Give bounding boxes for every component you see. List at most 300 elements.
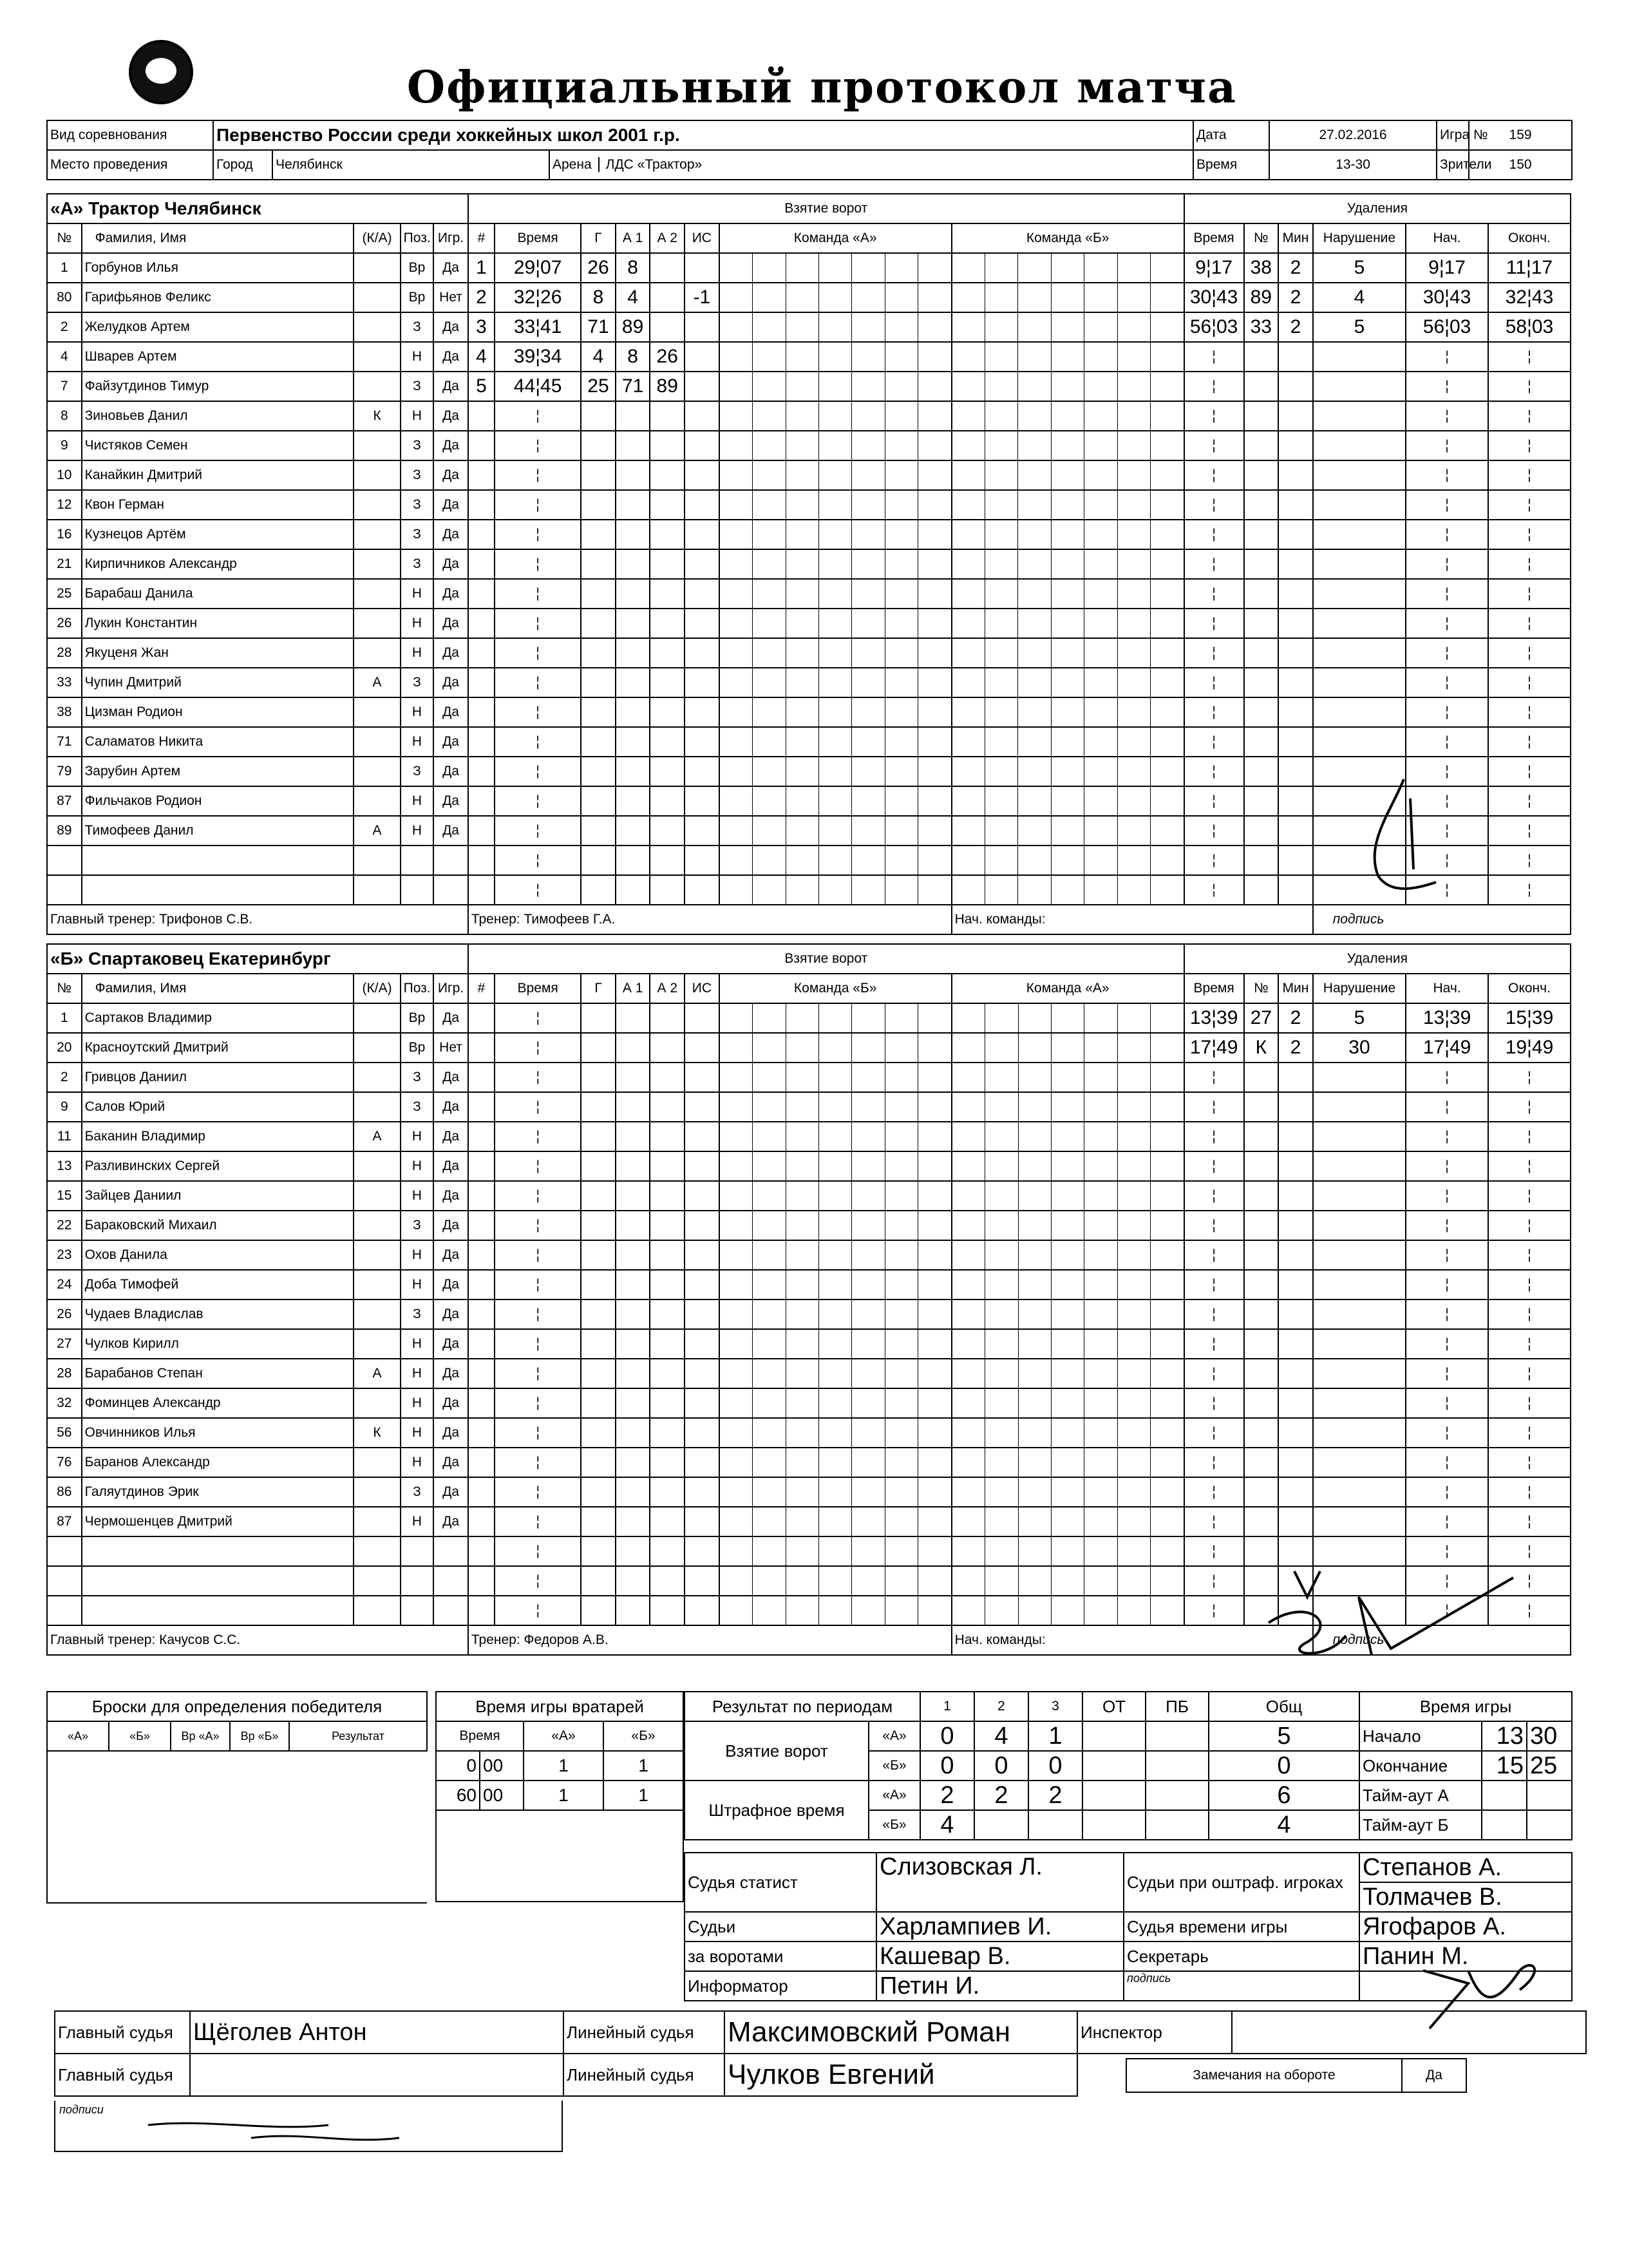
empty-cell bbox=[1244, 1477, 1279, 1507]
player-row bbox=[47, 1388, 1571, 1418]
empty-cell bbox=[650, 1448, 685, 1477]
penalty-time: ¦ bbox=[1184, 875, 1244, 905]
empty-cell bbox=[82, 846, 354, 875]
player-role bbox=[354, 1211, 400, 1240]
empty-cell bbox=[1278, 1122, 1313, 1151]
goal-sec: 07 bbox=[540, 257, 562, 278]
col-header-is: ИС bbox=[685, 223, 719, 253]
empty-cell bbox=[616, 1507, 650, 1536]
penalty-end: ¦ bbox=[1488, 1536, 1571, 1566]
team-a-signature bbox=[1339, 773, 1468, 902]
empty-cell bbox=[650, 638, 685, 668]
empty-cell bbox=[1244, 697, 1279, 727]
empty-cell bbox=[47, 1596, 82, 1625]
col-header-team-opp: Команда «А» bbox=[952, 974, 1184, 1003]
informer-name: Петин И. bbox=[876, 1971, 1124, 2001]
player-row bbox=[47, 1033, 1571, 1063]
player-row bbox=[47, 342, 1571, 372]
penalty-start-sec: 03 bbox=[1449, 316, 1471, 337]
pim-b-p2 bbox=[974, 1810, 1028, 1840]
empty-cell bbox=[1244, 1299, 1279, 1329]
player-role: К bbox=[354, 1418, 400, 1448]
goal-time: ¦ bbox=[495, 1240, 581, 1270]
player-position: Н bbox=[401, 609, 434, 638]
empty-cell bbox=[468, 549, 495, 579]
penalty-start: ¦ bbox=[1406, 727, 1488, 757]
penalty-sec: 49 bbox=[1216, 1037, 1238, 1058]
empty-cell bbox=[1244, 1151, 1279, 1181]
empty-cell bbox=[616, 1477, 650, 1507]
empty-cell bbox=[616, 757, 650, 786]
player-name: Фоминцев Александр bbox=[82, 1388, 354, 1418]
empty-cell bbox=[616, 1270, 650, 1299]
goal-time: ¦ bbox=[495, 786, 581, 816]
penalty-start: ¦ bbox=[1406, 609, 1488, 638]
gametime-table bbox=[1359, 1691, 1573, 1840]
player-name: Желудков Артем bbox=[82, 312, 354, 342]
pim-b-p1: 4 bbox=[920, 1810, 974, 1840]
goal-grid-own bbox=[719, 1536, 952, 1566]
player-name: Горбунов Илья bbox=[82, 253, 354, 283]
goal-grid-own bbox=[719, 342, 952, 372]
goalie-col-b: «Б» bbox=[603, 1721, 683, 1751]
player-role bbox=[354, 1270, 400, 1299]
empty-cell bbox=[616, 1536, 650, 1566]
penalty-start: ¦ bbox=[1406, 1299, 1488, 1329]
goal-time: ¦ bbox=[495, 757, 581, 786]
empty-cell bbox=[468, 757, 495, 786]
goal-situation bbox=[685, 312, 719, 342]
empty-cell bbox=[1278, 786, 1313, 816]
goalie-min: 0 bbox=[436, 1751, 480, 1781]
player-plays: Да bbox=[433, 1477, 468, 1507]
player-row bbox=[47, 1003, 1571, 1033]
penalty-time: ¦ bbox=[1184, 1063, 1244, 1092]
empty-cell bbox=[581, 1240, 616, 1270]
empty-cell bbox=[1278, 1240, 1313, 1270]
goal-grid-opp bbox=[952, 668, 1184, 697]
penalty-start: ¦ bbox=[1406, 1240, 1488, 1270]
empty-cell bbox=[685, 1388, 719, 1418]
penalty-end: 15¦39 bbox=[1488, 1003, 1571, 1033]
goal-grid-opp bbox=[952, 1448, 1184, 1477]
empty-cell bbox=[1244, 401, 1279, 431]
penalty-time: ¦ bbox=[1184, 1240, 1244, 1270]
player-row bbox=[47, 1418, 1571, 1448]
penalty-start-sec: 17 bbox=[1444, 257, 1466, 278]
player-number: 22 bbox=[47, 1211, 82, 1240]
empty-cell bbox=[1278, 431, 1313, 460]
empty-cell bbox=[1244, 372, 1279, 401]
player-plays: Да bbox=[433, 549, 468, 579]
player-name: Чермошенцев Дмитрий bbox=[82, 1507, 354, 1536]
referees-table bbox=[54, 2010, 1587, 2097]
penalty-infraction: 30 bbox=[1313, 1033, 1406, 1063]
penalty-end: ¦ bbox=[1488, 401, 1571, 431]
empty-cell bbox=[1313, 401, 1406, 431]
penalty-min: 30 bbox=[1189, 287, 1212, 308]
goal-grid-own bbox=[719, 1151, 952, 1181]
goal-grid-opp bbox=[952, 460, 1184, 490]
penalty-end-sec: 03 bbox=[1531, 316, 1554, 337]
player-number: 76 bbox=[47, 1448, 82, 1477]
player-role bbox=[354, 1151, 400, 1181]
penalty-end: ¦ bbox=[1488, 609, 1571, 638]
player-row bbox=[47, 490, 1571, 520]
col-header-team-own: Команда «Б» bbox=[719, 974, 952, 1003]
goal-sec: 26 bbox=[540, 287, 562, 308]
penalty-end: ¦ bbox=[1488, 1418, 1571, 1448]
player-row bbox=[47, 609, 1571, 638]
goal-number: 2 bbox=[468, 283, 495, 312]
goal-min: 32 bbox=[513, 287, 536, 308]
goal-sec: 41 bbox=[540, 316, 562, 337]
empty-cell bbox=[468, 401, 495, 431]
penalty-end-sec: 43 bbox=[1531, 287, 1554, 308]
penalty-end: 58¦03 bbox=[1488, 312, 1571, 342]
empty-cell bbox=[1313, 668, 1406, 697]
team-b-label: «Б» bbox=[869, 1751, 920, 1781]
goal-time: ¦ bbox=[495, 1596, 581, 1625]
penalty-minutes: 2 bbox=[1278, 1003, 1313, 1033]
goal-min: 33 bbox=[513, 316, 536, 337]
empty-cell bbox=[581, 490, 616, 520]
goals-a-p1: 0 bbox=[920, 1721, 974, 1751]
col-header-g: Г bbox=[581, 974, 616, 1003]
player-number: 56 bbox=[47, 1418, 82, 1448]
empty-cell bbox=[685, 609, 719, 638]
penalty-start-sec: 39 bbox=[1449, 1007, 1471, 1028]
empty-cell bbox=[616, 1181, 650, 1211]
goal-grid-own bbox=[719, 1122, 952, 1151]
timekeeper-label: Судья времени игры bbox=[1124, 1912, 1359, 1942]
goal-grid-own bbox=[719, 638, 952, 668]
goal-grid-opp bbox=[952, 1299, 1184, 1329]
col-header-a1: А 1 bbox=[616, 974, 650, 1003]
empty-cell bbox=[1278, 1092, 1313, 1122]
empty-cell bbox=[1313, 1092, 1406, 1122]
goal-grid-own bbox=[719, 1359, 952, 1388]
empty-cell bbox=[685, 1596, 719, 1625]
empty-cell bbox=[685, 1329, 719, 1359]
col-header-p_start: Нач. bbox=[1406, 223, 1488, 253]
penalty-end: ¦ bbox=[1488, 1477, 1571, 1507]
penalty-end: ¦ bbox=[1488, 579, 1571, 609]
goal-sec: 34 bbox=[540, 346, 562, 367]
player-number: 15 bbox=[47, 1181, 82, 1211]
coach: Тренер: Федоров А.В. bbox=[468, 1625, 952, 1655]
empty-cell bbox=[1278, 1477, 1313, 1507]
penalty-time: ¦ bbox=[1184, 1566, 1244, 1596]
col-header-a1: А 1 bbox=[616, 223, 650, 253]
empty-cell bbox=[468, 1477, 495, 1507]
penalty-infraction: 4 bbox=[1313, 283, 1406, 312]
goal-grid-own bbox=[719, 1596, 952, 1625]
player-position: Н bbox=[401, 1270, 434, 1299]
empty-cell bbox=[581, 846, 616, 875]
shootout-col-res: Результат bbox=[289, 1721, 427, 1751]
empty-cell bbox=[581, 638, 616, 668]
empty-cell bbox=[82, 1536, 354, 1566]
col-header-num: № bbox=[47, 223, 82, 253]
penalty-minutes: 2 bbox=[1278, 253, 1313, 283]
team-name: «А» Трактор Челябинск bbox=[47, 194, 468, 223]
player-number: 1 bbox=[47, 1003, 82, 1033]
player-number: 24 bbox=[47, 1270, 82, 1299]
box-judge-2: Толмачев В. bbox=[1359, 1882, 1572, 1912]
player-name: Барабаш Данила bbox=[82, 579, 354, 609]
goal-judge-1: Харлампиев И. bbox=[876, 1912, 1124, 1942]
penalties-header: Удаления bbox=[1184, 194, 1571, 223]
penalty-start: 9¦17 bbox=[1406, 253, 1488, 283]
player-plays: Да bbox=[433, 1151, 468, 1181]
empty-cell bbox=[650, 1092, 685, 1122]
empty-cell bbox=[650, 401, 685, 431]
player-position: З bbox=[401, 460, 434, 490]
goalie-sec: 00 bbox=[480, 1781, 524, 1810]
goal-grid-own bbox=[719, 875, 952, 905]
empty-cell bbox=[1244, 1092, 1279, 1122]
player-position: З bbox=[401, 520, 434, 549]
player-plays: Да bbox=[433, 431, 468, 460]
empty-cell bbox=[1278, 757, 1313, 786]
player-plays: Да bbox=[433, 1181, 468, 1211]
period-col-3: 3 bbox=[1028, 1692, 1082, 1721]
goal-grid-opp bbox=[952, 1003, 1184, 1033]
empty-cell bbox=[650, 1477, 685, 1507]
empty-cell bbox=[581, 1388, 616, 1418]
empty-cell bbox=[650, 1596, 685, 1625]
goal-grid-opp bbox=[952, 1596, 1184, 1625]
goal-grid-opp bbox=[952, 312, 1184, 342]
empty-cell bbox=[1244, 1063, 1279, 1092]
player-position: З bbox=[401, 1211, 434, 1240]
empty-cell bbox=[468, 1122, 495, 1151]
empty-cell bbox=[1244, 1270, 1279, 1299]
empty-cell bbox=[1278, 342, 1313, 372]
goal-assist-2 bbox=[650, 283, 685, 312]
player-number: 11 bbox=[47, 1122, 82, 1151]
empty-cell bbox=[616, 1003, 650, 1033]
player-role bbox=[354, 1033, 400, 1063]
empty-cell bbox=[401, 1566, 434, 1596]
signatures-label: подписи bbox=[59, 2103, 104, 2116]
player-position: Н bbox=[401, 697, 434, 727]
player-row bbox=[47, 1477, 1571, 1507]
gametime-title: Время игры bbox=[1359, 1692, 1572, 1721]
col-header-p_start: Нач. bbox=[1406, 974, 1488, 1003]
empty-cell bbox=[616, 816, 650, 846]
goal-min: 44 bbox=[513, 375, 536, 397]
empty-cell bbox=[1278, 697, 1313, 727]
goalie-col-time: Время bbox=[436, 1721, 524, 1751]
player-row bbox=[47, 460, 1571, 490]
team-a-label: «А» bbox=[869, 1781, 920, 1810]
player-role bbox=[354, 460, 400, 490]
player-name: Разливинских Сергей bbox=[82, 1151, 354, 1181]
goal-number: 1 bbox=[468, 253, 495, 283]
player-name: Чулков Кирилл bbox=[82, 1329, 354, 1359]
empty-cell bbox=[1278, 875, 1313, 905]
empty-cell bbox=[468, 1003, 495, 1033]
col-header-p_end: Оконч. bbox=[1488, 223, 1571, 253]
goal-situation bbox=[685, 342, 719, 372]
penalty-minutes: 2 bbox=[1278, 1033, 1313, 1063]
penalty-time: ¦ bbox=[1184, 372, 1244, 401]
player-position: Н bbox=[401, 1388, 434, 1418]
player-position: З bbox=[401, 431, 434, 460]
penalty-end: ¦ bbox=[1488, 431, 1571, 460]
empty-cell bbox=[1278, 549, 1313, 579]
goal-grid-opp bbox=[952, 1388, 1184, 1418]
empty-cell bbox=[616, 1448, 650, 1477]
player-role bbox=[354, 342, 400, 372]
empty-cell bbox=[1244, 1359, 1279, 1388]
penalty-start-min: 9 bbox=[1428, 257, 1439, 278]
penalty-start: ¦ bbox=[1406, 1092, 1488, 1122]
empty-cell bbox=[685, 1151, 719, 1181]
player-plays: Да bbox=[433, 460, 468, 490]
empty-cell bbox=[616, 520, 650, 549]
empty-cell bbox=[1313, 579, 1406, 609]
goal-grid-own bbox=[719, 1566, 952, 1596]
player-row bbox=[47, 638, 1571, 668]
period-col-ot: ОТ bbox=[1082, 1692, 1146, 1721]
empty-cell bbox=[433, 875, 468, 905]
empty-cell bbox=[1244, 786, 1279, 816]
team-a-label: «А» bbox=[869, 1721, 920, 1751]
empty-cell bbox=[581, 1092, 616, 1122]
col-header-ka: (К/А) bbox=[354, 974, 400, 1003]
goal-grid-own bbox=[719, 1092, 952, 1122]
player-number: 26 bbox=[47, 609, 82, 638]
player-row bbox=[47, 520, 1571, 549]
shootout-table bbox=[46, 1691, 428, 1904]
empty-cell bbox=[433, 1596, 468, 1625]
pim-a-total: 6 bbox=[1209, 1781, 1359, 1810]
penalty-end-min: 32 bbox=[1505, 287, 1527, 308]
goal-time: ¦ bbox=[495, 1270, 581, 1299]
goal-min: 39 bbox=[513, 346, 536, 367]
player-name: Сартаков Владимир bbox=[82, 1003, 354, 1033]
player-plays: Да bbox=[433, 816, 468, 846]
goal-situation bbox=[685, 253, 719, 283]
goals-a-so bbox=[1146, 1721, 1209, 1751]
empty-cell bbox=[581, 520, 616, 549]
empty-cell bbox=[468, 579, 495, 609]
empty-cell bbox=[1244, 1240, 1279, 1270]
empty-cell bbox=[650, 697, 685, 727]
penalty-player: 89 bbox=[1244, 283, 1279, 312]
player-row bbox=[47, 1211, 1571, 1240]
penalty-start: ¦ bbox=[1406, 431, 1488, 460]
date-value: 27.02.2016 bbox=[1269, 120, 1437, 150]
penalty-time: 17¦49 bbox=[1184, 1033, 1244, 1063]
empty-cell bbox=[650, 786, 685, 816]
player-number: 2 bbox=[47, 1063, 82, 1092]
goals-header: Взятие ворот bbox=[468, 944, 1184, 974]
goal-time: ¦ bbox=[495, 668, 581, 697]
col-header-p_time: Время bbox=[1184, 223, 1244, 253]
penalty-time: ¦ bbox=[1184, 1418, 1244, 1448]
penalty-start: 30¦43 bbox=[1406, 283, 1488, 312]
empty-cell bbox=[401, 1596, 434, 1625]
player-number: 23 bbox=[47, 1240, 82, 1270]
goal-grid-own bbox=[719, 549, 952, 579]
player-name: Шварев Артем bbox=[82, 342, 354, 372]
col-header-is: ИС bbox=[685, 974, 719, 1003]
header-table bbox=[46, 120, 1573, 180]
empty-cell bbox=[581, 1329, 616, 1359]
player-row bbox=[47, 1240, 1571, 1270]
empty-cell bbox=[616, 697, 650, 727]
player-plays: Да bbox=[433, 1003, 468, 1033]
player-number: 33 bbox=[47, 668, 82, 697]
col-header-g_time: Время bbox=[495, 974, 581, 1003]
goals-b-ot bbox=[1082, 1751, 1146, 1781]
col-header-g_num: # bbox=[468, 223, 495, 253]
empty-cell bbox=[581, 1299, 616, 1329]
coach: Тренер: Тимофеев Г.А. bbox=[468, 905, 952, 934]
empty-cell bbox=[650, 1211, 685, 1240]
penalty-minutes: 2 bbox=[1278, 283, 1313, 312]
penalty-end: ¦ bbox=[1488, 1270, 1571, 1299]
penalty-start: ¦ bbox=[1406, 1566, 1488, 1596]
goal-time: ¦ bbox=[495, 1329, 581, 1359]
player-number: 13 bbox=[47, 1151, 82, 1181]
empty-cell bbox=[685, 757, 719, 786]
goal-grid-own bbox=[719, 490, 952, 520]
empty-cell bbox=[401, 846, 434, 875]
empty-cell bbox=[1278, 401, 1313, 431]
penalty-start: ¦ bbox=[1406, 697, 1488, 727]
goal-assist-2 bbox=[650, 312, 685, 342]
penalty-end: ¦ bbox=[1488, 490, 1571, 520]
empty-cell bbox=[581, 579, 616, 609]
goal-grid-opp bbox=[952, 431, 1184, 460]
penalty-start: ¦ bbox=[1406, 1151, 1488, 1181]
goal-number: 4 bbox=[468, 342, 495, 372]
line-name-2: Чулков Евгений bbox=[724, 2054, 1077, 2096]
penalty-sec: 17 bbox=[1211, 257, 1233, 278]
empty-cell bbox=[616, 401, 650, 431]
player-position: Н bbox=[401, 579, 434, 609]
empty-cell bbox=[616, 1211, 650, 1240]
empty-cell bbox=[468, 668, 495, 697]
empty-cell bbox=[616, 1151, 650, 1181]
head-coach: Главный тренер: Трифонов С.В. bbox=[47, 905, 468, 934]
empty-cell bbox=[47, 846, 82, 875]
empty-cell bbox=[1278, 490, 1313, 520]
player-row bbox=[47, 312, 1571, 342]
empty-cell bbox=[468, 1063, 495, 1092]
empty-cell bbox=[1313, 1477, 1406, 1507]
player-number: 27 bbox=[47, 1329, 82, 1359]
penalty-end: ¦ bbox=[1488, 1181, 1571, 1211]
player-role bbox=[354, 1181, 400, 1211]
goal-grid-own bbox=[719, 460, 952, 490]
player-role: А bbox=[354, 1122, 400, 1151]
player-row bbox=[47, 1092, 1571, 1122]
goal-grid-opp bbox=[952, 816, 1184, 846]
empty-cell bbox=[685, 1448, 719, 1477]
game-value: 159 bbox=[1469, 120, 1572, 150]
player-role bbox=[354, 253, 400, 283]
goal-scorer: 71 bbox=[581, 312, 616, 342]
timeout-b-hour bbox=[1482, 1810, 1527, 1840]
time-label: Время bbox=[1193, 150, 1269, 180]
period-col-2: 2 bbox=[974, 1692, 1028, 1721]
